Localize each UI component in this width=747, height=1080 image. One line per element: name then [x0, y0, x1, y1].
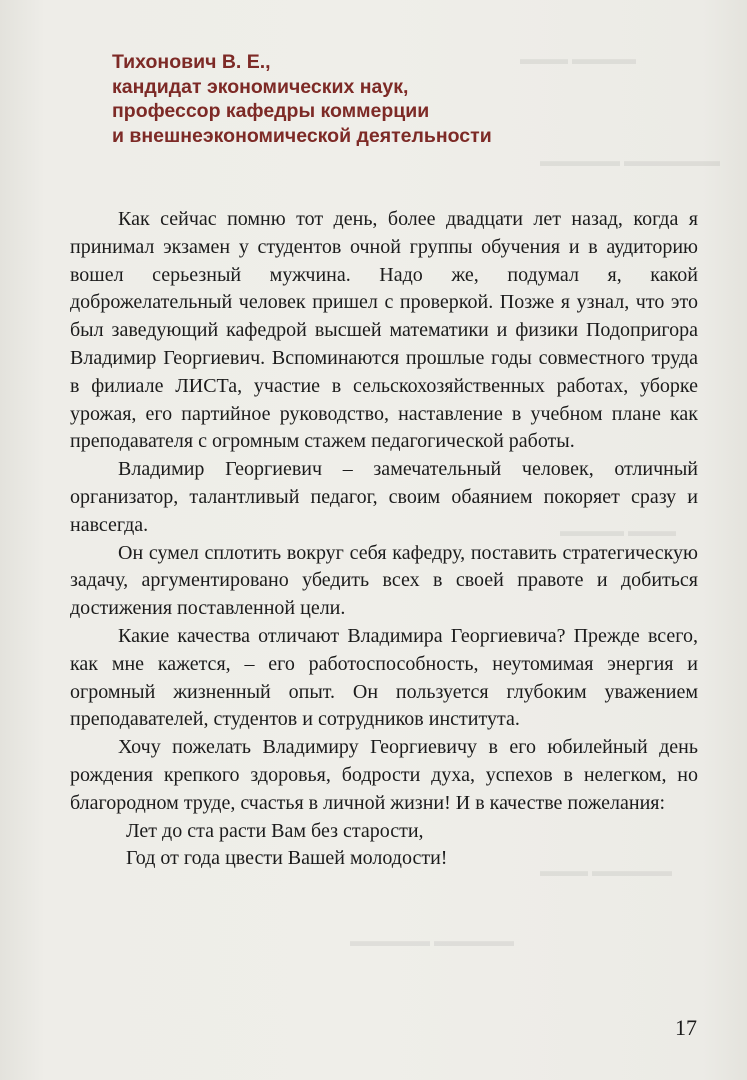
author-department: и внешнеэкономической деятельности — [112, 124, 492, 147]
wish-verse — [70, 818, 698, 874]
paragraph-2: Владимир Георгиевич – замечательный человек, отличный организатор, талантливый педагог, своим обаянием покоряет сразу и навсегда. — [70, 458, 698, 536]
author-name: Тихонович В. Е., — [112, 51, 271, 73]
page-number: 17 — [675, 1015, 697, 1040]
paragraph-5: Хочу пожелать Владимиру Георгиевичу в его юбилейный день рождения крепкого здоровья, бодрости духа, успехов в нелегком, но благородном труде, счастья в личной жизни! И в качестве пожелания: — [70, 736, 698, 814]
paragraph-3: Он сумел сплотить вокруг себя кафедру, поставить стратегическую задачу, аргументировано убедить всех в своей правоте и добиться достижения поставленной цели. — [70, 541, 698, 620]
article-body — [70, 206, 698, 873]
bleed-through-decoration: ▬▬▬▬ ▬▬▬ — [560, 523, 676, 540]
author-position: профессор кафедры коммерции — [112, 100, 430, 122]
author-header — [112, 50, 632, 148]
verse-line-1: Лет до ста расти Вам без старости, — [126, 819, 424, 842]
bleed-through-decoration: ▬▬▬▬▬ ▬▬▬▬▬▬ — [540, 153, 720, 170]
bleed-through-decoration: ▬▬▬ ▬▬▬▬ — [520, 51, 636, 68]
paragraph-4: Какие качества отличают Владимира Георгиевича? Прежде всего, как мне кажется, – его работоспособность, неутомимая энергия и огромный жизненный опыт. Он пользуется глубоким уважением преподавателей, студентов и сотрудников института. — [70, 624, 698, 731]
verse-line-2: Год от года цвести Вашей молодости! — [126, 847, 448, 870]
paragraph-1: Как сейчас помню тот день, более двадцати лет назад, когда я принимал экзамен у студентов очной группы обучения и в аудиторию вошел серьезный мужчина. Надо же, подумал я, какой доброжелательный человек пришел с проверкой. Позже я узнал, что это был заведующий кафедрой высшей математики и физики Подопригора Владимир Георгиевич. Вспоминаются прошлые годы совместного труда в филиале ЛИСТа, участие в сельскохозяйственных работах, уборке урожая, его партийное руководство, наставление в учебном плане как преподавателя с огромным стажем педагогической работы. — [70, 208, 698, 453]
bleed-through-decoration: ▬▬▬▬▬ ▬▬▬▬▬ — [350, 933, 514, 950]
author-degree: кандидат экономических наук, — [112, 75, 409, 98]
bleed-through-decoration: ▬▬▬ ▬▬▬▬▬ — [540, 863, 672, 880]
